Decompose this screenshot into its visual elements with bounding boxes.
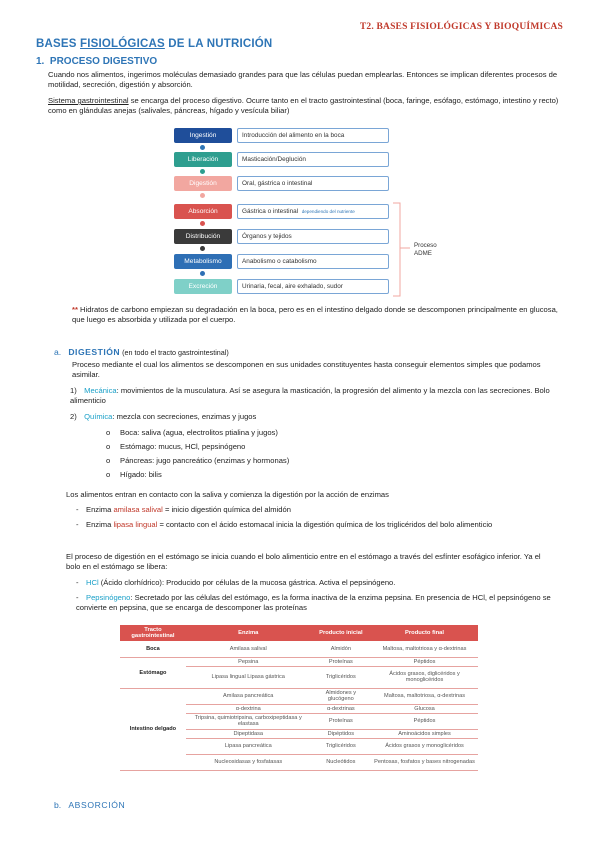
table-cell-initial: Nucleótidos [311,754,371,770]
table-cell-final: Maltosa, maltotriosa, α-dextrinas [371,688,478,704]
sub-text: Páncreas: jugo pancreático (enzimas y hormonas) [120,456,290,465]
table-header: Tracto gastrointestinal [120,625,186,641]
digestion-heading [54,347,229,357]
table-cell-enzyme: Amilasa salival [186,641,311,657]
table-row [120,641,478,657]
table-header: Producto final [371,625,478,641]
enzyme-2-name: lipasa lingual [113,520,158,529]
table-cell-initial: Proteínas [311,657,371,666]
table-cell-enzyme: Lipasa lingual Lipasa gástrica [186,666,311,688]
sub-list-item [106,442,245,452]
digestion-title: DIGESTIÓN [68,347,121,357]
adme-label [414,242,437,258]
table-cell-final: Péptidos [371,713,478,729]
table-cell-initial: Almidones y glucógeno [311,688,371,704]
table-cell-initial: Proteínas [311,713,371,729]
table-cell-final: Ácidos grasos y monoglicéridos [371,738,478,754]
table-cell-final: Maltosa, maltotriosa y α-dextrinas [371,641,478,657]
digestion-definition: Proceso mediante el cual los alimentos se descomponen en sus unidades constituyentes hasta conseguir elementos simples que podamos asimilar. [72,360,541,380]
adme-label-line2: ADME [414,250,432,257]
sub-bullet: o [106,442,111,451]
table-cell-final: Ácidos grasos, diglicéridos y monoglicéridos [371,666,478,688]
main-title-post: DE LA NUTRICIÓN [164,38,273,50]
table-cell-final: Pentosas, fosfatos y bases nitrogenadas [371,754,478,770]
sub-text: Estómago: mucus, HCl, pepsinógeno [120,442,246,451]
connector-dot [200,193,205,198]
stomach-intro: El proceso de digestión en el estómago se inicia cuando el bolo alimenticio entre en el estómago a través del esfínter esofágico inferior. Ya el bolo en el estómago se libera: [66,552,541,572]
sub-text: Hígado: bilis [120,470,162,479]
table-cell-initial: Triglicéridos [311,666,371,688]
main-title [36,38,272,50]
enzyme-1-name: amilasa salival [113,505,163,514]
adme-label-line1: Proceso [414,242,437,249]
step-digestion: Digestión [174,176,232,191]
step-excretion-desc: Urinaria, fecal, aire exhalado, sudor [237,279,389,294]
adme-bracket [392,202,412,298]
item-1-head: Mecánica [84,386,117,395]
digestive-process-diagram [174,128,444,298]
table-cell-enzyme: Pepsina [186,657,311,666]
table-cell-initial: Triglicéridos [311,738,371,754]
table-cell-organ: Intestino delgado [120,688,186,770]
pepsinogen-name: Pepsinógeno [86,593,131,602]
sub-bullet: o [106,428,111,437]
enzyme-table [120,625,478,771]
step-distribution: Distribución [174,229,232,244]
digestion-item-2 [70,412,560,422]
main-title-pre: BASES [36,38,81,50]
enzyme-2-pre: Enzima [86,520,114,529]
absorption-title: ABSORCIÓN [68,800,126,810]
enzyme-1-pre: Enzima [86,505,114,514]
step-liberation-desc: Masticación/Deglución [237,152,389,167]
section-1-intro: Cuando nos alimentos, ingerimos moléculas demasiado grandes para que las células puedan emplearlas. Entonces se implican diferentes procesos de motilidad, secreción, digestión y absorción. [48,70,558,90]
item-2-text: : mezcla con secreciones, enzimas y jugos [112,412,257,421]
hcl-name: HCl [86,578,99,587]
dash: - [76,593,79,602]
step-digestion-desc: Oral, gástrica o intestinal [237,176,389,191]
enzyme-item-2 [76,520,556,530]
pepsinogen-item [76,593,556,614]
section-1-title: PROCESO DIGESTIVO [49,56,158,67]
step-excretion: Excreción [174,279,232,294]
enzyme-1-post: = inicio digestión química del almidón [162,505,291,514]
table-cell-enzyme: α-dextrina [186,704,311,713]
absorption-desc-text: Gástrica o intestinal [242,208,299,215]
section-1-number: 1. [36,56,45,67]
connector-dot [200,246,205,251]
table-cell-enzyme: Lipasa pancreática [186,738,311,754]
section-1-heading [36,56,157,67]
table-row [120,657,478,666]
connector-dot [200,145,205,150]
saliva-intro: Los alimentos entran en contacto con la saliva y comienza la digestión por la acción de enzimas [66,490,389,499]
system-term: Sistema gastrointestinal [48,96,129,105]
table-cell-organ: Boca [120,641,186,657]
step-metabolism: Metabolismo [174,254,232,269]
table-row [120,688,478,704]
digestion-title-note: (en todo el tracto gastrointestinal) [120,348,229,357]
step-metabolism-desc: Anabolismo o catabolismo [237,254,389,269]
table-cell-enzyme: Tripsina, quimiotripsina, carboxipeptidasa y elastasa [186,713,311,729]
step-ingestion: Ingestión [174,128,232,143]
table-header: Producto inicial [311,625,371,641]
connector-dot [200,221,205,226]
table-cell-organ: Estómago [120,657,186,688]
item-2-number: 2) [70,412,77,421]
sub-text: Boca: saliva (agua, electrolitos ptialina y jugos) [120,428,278,437]
note-stars: ** [72,305,78,314]
step-absorption-desc [237,204,389,219]
table-cell-final: Péptidos [371,657,478,666]
pepsinogen-text: : Secretado por las células del estómago, es la forma inactiva de la enzima pepsina. En presencia de HCl, el pepsinógeno se convierte en pepsina, que se encarga de descomponer las proteínas [76,593,551,613]
table-cell-enzyme: Amilasa pancreática [186,688,311,704]
item-2-head: Química [84,412,113,421]
absorption-extra: dependiendo del nutriente [301,209,355,214]
sub-list-item [106,428,278,438]
step-ingestion-desc: Introducción del alimento en la boca [237,128,389,143]
document-header: T2. BASES FISIOLÓGICAS Y BIOQUÍMICAS [359,22,563,32]
system-text: se encarga del proceso digestivo. Ocurre tanto en el tracto gastrointestinal (boca, faringe, esófago, estómago, intestino y recto) como en glándulas anejas (salivales, páncreas, hígado y vesícula biliar) [48,96,559,116]
sub-bullet: o [106,470,111,479]
step-absorption: Absorción [174,204,232,219]
sub-list-item [106,470,162,480]
item-1-number: 1) [70,386,77,395]
table-cell-initial: Dipéptidos [311,729,371,738]
carbohydrate-note [72,305,562,326]
table-header: Enzima [186,625,311,641]
table-cell-final: Glucosa [371,704,478,713]
table-cell-enzyme: Dipeptidasa [186,729,311,738]
dash: - [76,505,79,514]
table-cell-initial: α-dextrinas [311,704,371,713]
sub-list-item [106,456,289,466]
step-distribution-desc: Órganos y tejidos [237,229,389,244]
hcl-item [76,578,556,588]
note-text: Hidratos de carbono empiezan su degradación en la boca, pero es en el intestino delgado donde se descomponen principalmente en glucosa, que luego es absorbida y utilizada por el cuerpo. [72,305,558,325]
digestion-letter: a. [54,347,62,357]
enzyme-item-1 [76,505,556,515]
sub-bullet: o [106,456,111,465]
dash: - [76,578,79,587]
step-liberation: Liberación [174,152,232,167]
main-title-underlined: FISIOLÓGICAS [80,38,165,50]
connector-dot [200,271,205,276]
absorption-heading [54,800,125,810]
connector-dot [200,169,205,174]
table-cell-final: Aminoácidos simples [371,729,478,738]
dash: - [76,520,79,529]
table-cell-enzyme: Nucleosidasas y fosfatasas [186,754,311,770]
digestion-item-1 [70,386,560,407]
hcl-text: (Ácido clorhídrico): Producido por células de la mucosa gástrica. Activa el pepsinógeno. [98,578,396,587]
absorption-letter: b. [54,800,62,810]
item-1-text: : movimientos de la musculatura. Así se asegura la masticación, la progresión del alimento y la mezcla con las secreciones. Bolo alimenticio [70,386,550,406]
enzyme-2-post: = contacto con el ácido estomacal inicia la digestión química de los triglicéridos del bolo alimenticio [157,520,493,529]
table-cell-initial: Almidón [311,641,371,657]
section-1-system [48,96,562,117]
